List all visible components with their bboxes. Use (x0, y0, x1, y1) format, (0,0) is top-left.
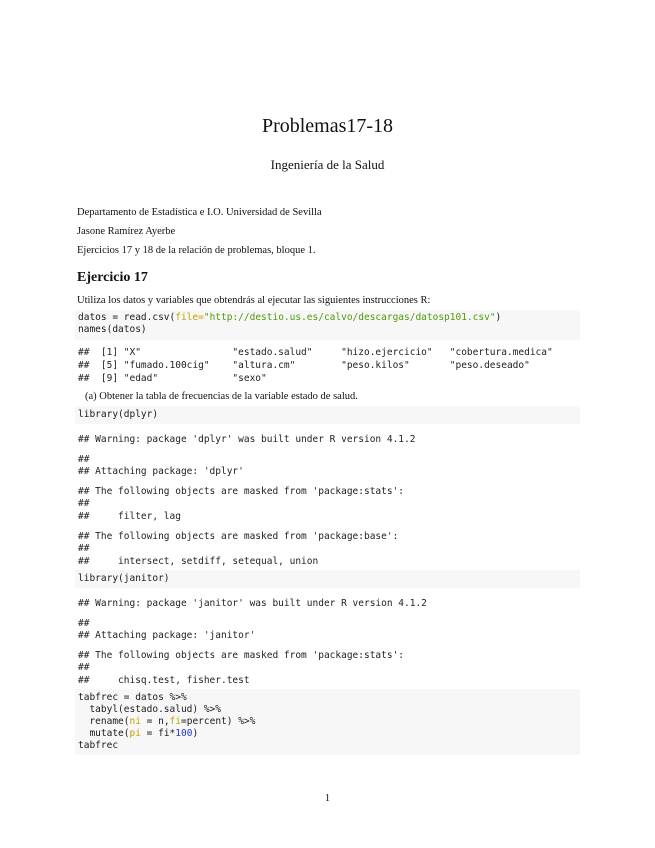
code-line-tabfrec-3: rename(ni = n,fi=percent) %>% (78, 716, 256, 727)
section-heading: Ejercicio 17 (77, 270, 148, 285)
page-number: 1 (324, 793, 331, 804)
document-title: Problemas17-18 (261, 115, 394, 137)
item-a: (a) Obtener la tabla de frecuencias de la variable estado de salud. (85, 391, 358, 402)
output-line: ## [9] "edad" "sexo" (78, 373, 267, 384)
output-line: ## [1] "X" "estado.salud" "hizo.ejercicio" "cobertura.medica" (78, 347, 553, 358)
output-line: ## chisq.test, fisher.test (78, 675, 250, 686)
output-line: ## Attaching package: 'dplyr' (78, 466, 244, 477)
description-line: Ejercicios 17 y 18 de la relación de problemas, bloque 1. (77, 245, 316, 256)
code-line-tabfrec-5: tabfrec (78, 740, 119, 751)
code-line-tabfrec-2: tabyl(estado.salud) %>% (78, 704, 221, 715)
output-line: ## [5] "fumado.100cig" "altura.cm" "peso.kilos" "peso.deseado" (78, 360, 530, 371)
output-line: ## (78, 618, 90, 629)
output-line: ## (78, 662, 90, 673)
output-line: ## filter, lag (78, 511, 181, 522)
section-intro: Utiliza los datos y variables que obtendrás al ejecutar las siguientes instrucciones R: (77, 295, 431, 306)
output-line: ## The following objects are masked from 'package:stats': (78, 486, 405, 497)
code-line-tabfrec-1: tabfrec = datos %>% (78, 692, 187, 703)
output-line: ## (78, 454, 90, 465)
code-line-names: names(datos) (78, 324, 147, 335)
code-line-read: datos = read.csv(file="http://destio.us.es/calvo/descargas/datosp101.csv") (78, 312, 502, 323)
code-line-janitor: library(janitor) (78, 573, 170, 584)
code-line-tabfrec-4: mutate(pi = fi*100) (78, 728, 199, 739)
output-line: ## (78, 498, 90, 509)
code-line-dplyr: library(dplyr) (78, 409, 159, 420)
department-line: Departamento de Estadística e I.O. Universidad de Sevilla (77, 207, 322, 218)
output-line: ## Attaching package: 'janitor' (78, 630, 256, 641)
output-line: ## The following objects are masked from 'package:base': (78, 531, 399, 542)
author-line: Jasone Ramírez Ayerbe (77, 226, 176, 237)
document-subtitle: Ingeniería de la Salud (270, 157, 385, 172)
output-line: ## intersect, setdiff, setequal, union (78, 556, 319, 567)
output-line: ## The following objects are masked from 'package:stats': (78, 650, 405, 661)
output-line: ## Warning: package 'dplyr' was built under R version 4.1.2 (78, 434, 416, 445)
output-line: ## Warning: package 'janitor' was built under R version 4.1.2 (78, 598, 427, 609)
output-line: ## (78, 543, 90, 554)
